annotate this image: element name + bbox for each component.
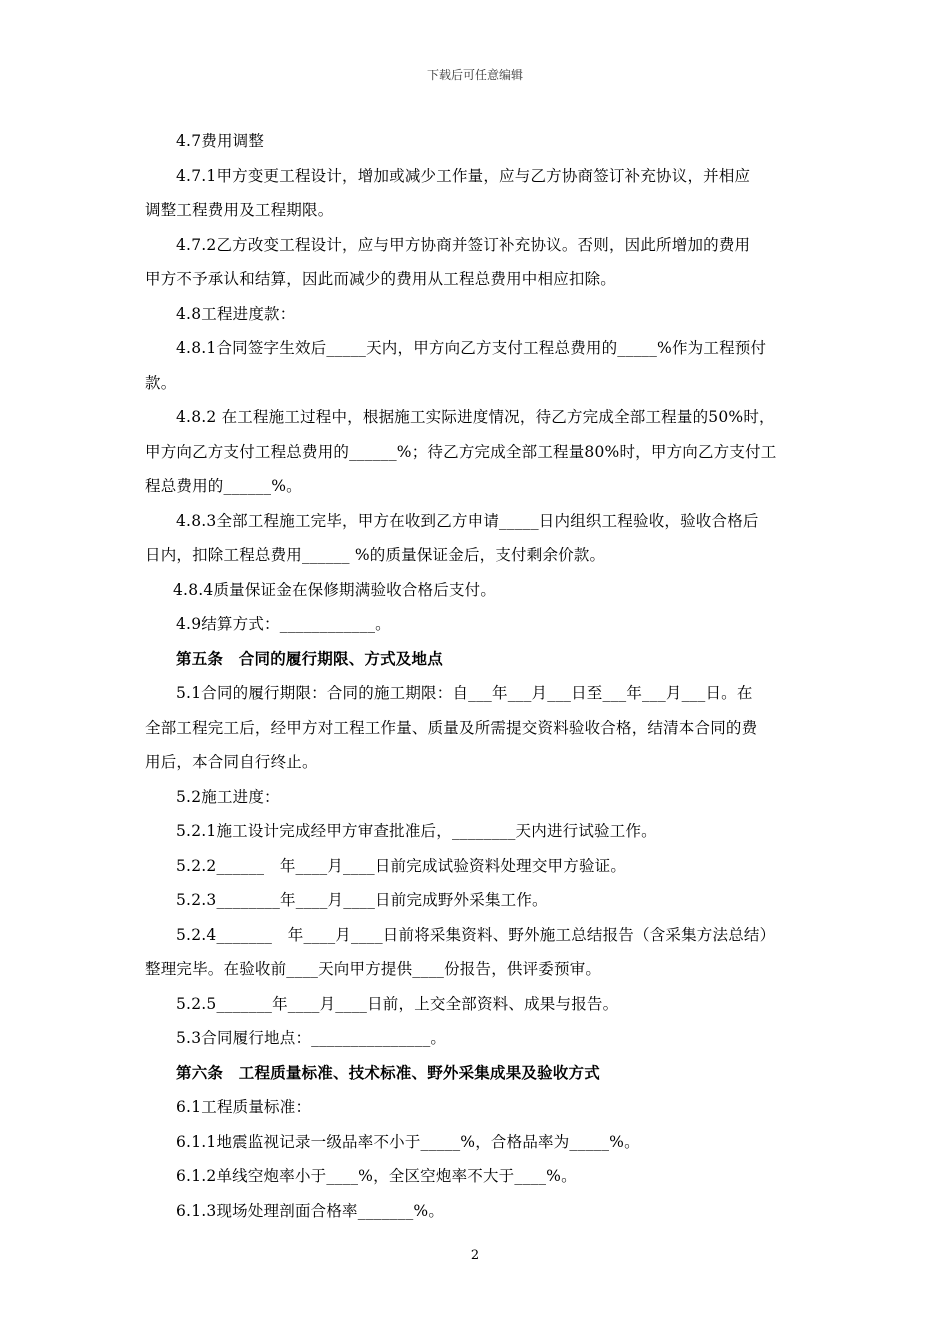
paragraph-line: 用后，本合同自行终止。 — [145, 753, 318, 771]
document-body — [145, 124, 810, 1228]
paragraph-line: 5.2.1施工设计完成经甲方审查批准后，________天内进行试验工作。 — [176, 822, 657, 840]
paragraph-line: 4.9结算方式：____________。 — [176, 615, 391, 633]
paragraph-line: 5.3合同履行地点：_______________。 — [176, 1029, 447, 1047]
paragraph-line: 4.7.1甲方变更工程设计，增加或减少工作量，应与乙方协商签订补充协议，并相应 — [176, 166, 751, 185]
paragraph-line: 6.1.2单线空炮率小于____%，全区空炮率不大于____%。 — [176, 1167, 577, 1185]
section-heading: 6.1工程质量标准： — [176, 1098, 312, 1116]
section-heading: 5.2施工进度： — [176, 787, 280, 806]
paragraph-line: 6.1.3现场处理剖面合格率_______%。 — [176, 1201, 445, 1220]
article-heading: 第六条 工程质量标准、技术标准、野外采集成果及验收方式 — [176, 1062, 600, 1082]
paragraph-line: 甲方不予承认和结算，因此而减少的费用从工程总费用中相应扣除。 — [145, 270, 617, 288]
paragraph-line: 款。 — [145, 373, 177, 392]
paragraph-line: 6.1.1地震监视记录一级品率不小于_____%，合格品率为_____%。 — [176, 1132, 640, 1151]
paragraph-line: 5.2.5_______年____月____日前，上交全部资料、成果与报告。 — [176, 994, 619, 1013]
paragraph-line: 全部工程完工后，经甲方对工程工作量、质量及所需提交资料验收合格，结清本合同的费 — [145, 718, 758, 737]
paragraph-line: 4.8.3全部工程施工完毕，甲方在收到乙方申请_____日内组织工程验收，验收合格后 — [176, 511, 759, 530]
section-heading: 4.7费用调整 — [176, 132, 265, 150]
page-header: 下载后可任意编辑 — [426, 68, 523, 82]
paragraph-line: 日内，扣除工程总费用______ %的质量保证金后，支付剩余价款。 — [145, 546, 606, 564]
page-number: 2 — [470, 1248, 480, 1263]
paragraph-line: 4.8.1合同签字生效后_____天内，甲方向乙方支付工程总费用的_____%作为工程预付 — [176, 339, 767, 357]
paragraph-line: 4.8.4质量保证金在保修期满验收合格后支付。 — [173, 580, 497, 599]
paragraph-line: 调整工程费用及工程期限。 — [145, 201, 334, 219]
paragraph-line: 5.2.3________年____月____日前完成野外采集工作。 — [176, 891, 548, 909]
paragraph-line: 4.8.2 在工程施工过程中，根据施工实际进度情况，待乙方完成全部工程量的50%时， — [176, 408, 775, 426]
article-heading: 第五条 合同的履行期限、方式及地点 — [176, 648, 443, 668]
paragraph-line: 甲方向乙方支付工程总费用的______%；待乙方完成全部工程量80%时，甲方向乙方支付工 — [145, 442, 777, 461]
paragraph-line: 程总费用的______%。 — [145, 477, 302, 495]
paragraph-line: 4.7.2乙方改变工程设计，应与甲方协商并签订补充协议。否则，因此所增加的费用 — [176, 235, 751, 254]
section-heading: 4.8工程进度款： — [176, 304, 296, 323]
paragraph-line: 5.1合同的履行期限：合同的施工期限：自___年___月___日至___年___月___日。在 — [176, 684, 753, 702]
paragraph-line: 5.2.4_______ 年____月____日前将采集资料、野外施工总结报告（含采集方法总结） — [176, 925, 776, 944]
paragraph-line: 5.2.2______ 年____月____日前完成试验资料处理交甲方验证。 — [176, 856, 627, 875]
paragraph-line: 整理完毕。在验收前____天向甲方提供____份报告，供评委预审。 — [145, 960, 602, 978]
